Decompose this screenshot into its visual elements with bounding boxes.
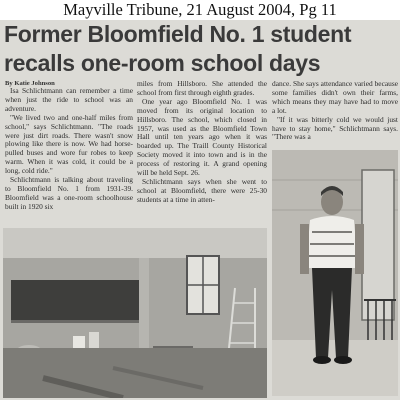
- paragraph: "We lived two and one-half miles from school," says Schlichtmann. "The roads were just dirt roads. There wasn't snow plowing like there is now. We had horse-pulled buses and wore fur robes to keep warm. When it was cold, it could be a long, cold ride.": [5, 112, 133, 176]
- article-column-2: [137, 80, 267, 218]
- person-photo-drawing: [272, 150, 398, 396]
- headline-line-2: recalls one-room school days: [4, 50, 321, 76]
- paragraph: Schlichtmann is talking about traveling to Bloomfield No. 1 from 1931-39. Bloomfield was a one-room schoolhouse built in 1920 six: [5, 175, 133, 211]
- source-caption: Mayville Tribune, 21 August 2004, Pg 11: [0, 0, 400, 20]
- article-column-1: [5, 87, 133, 225]
- article-headline: [4, 20, 398, 78]
- paragraph: Isa Schlichtmann can remember a time when just the ride to school was an adventure.: [5, 87, 133, 113]
- headline-line-1: Former Bloomfield No. 1 student: [4, 21, 352, 47]
- classroom-photo: [3, 228, 267, 398]
- paragraph: "If it was bitterly cold we would just have to stay home," Schlichtmann says. "There was a: [272, 114, 398, 142]
- paragraph: One year ago Bloomfield No. 1 was moved from its original location to Hillsboro. The school, which closed in 1957, was used as the Bloomfield Town Hall until ten years ago when it was boarded up. The Traill County Historical Society moved it into town and is in the process of restoring it. A grand opening will be held Sept. 26.: [137, 96, 267, 178]
- paragraph: Schlichtmann says when she went to school at Bloomfield, there were 25-30 students at a time in atten-: [137, 176, 267, 204]
- paragraph: dance. She says attendance varied because some families didn't own their farms, which means they may have had to move a lot.: [272, 80, 398, 115]
- person-photo: [272, 150, 398, 396]
- paragraph: miles from Hillsboro. She attended the school from first through eighth grades.: [137, 80, 267, 97]
- byline: By Katie Johnson: [5, 80, 55, 87]
- classroom-photo-drawing: [3, 228, 267, 398]
- article-column-3: [272, 80, 398, 144]
